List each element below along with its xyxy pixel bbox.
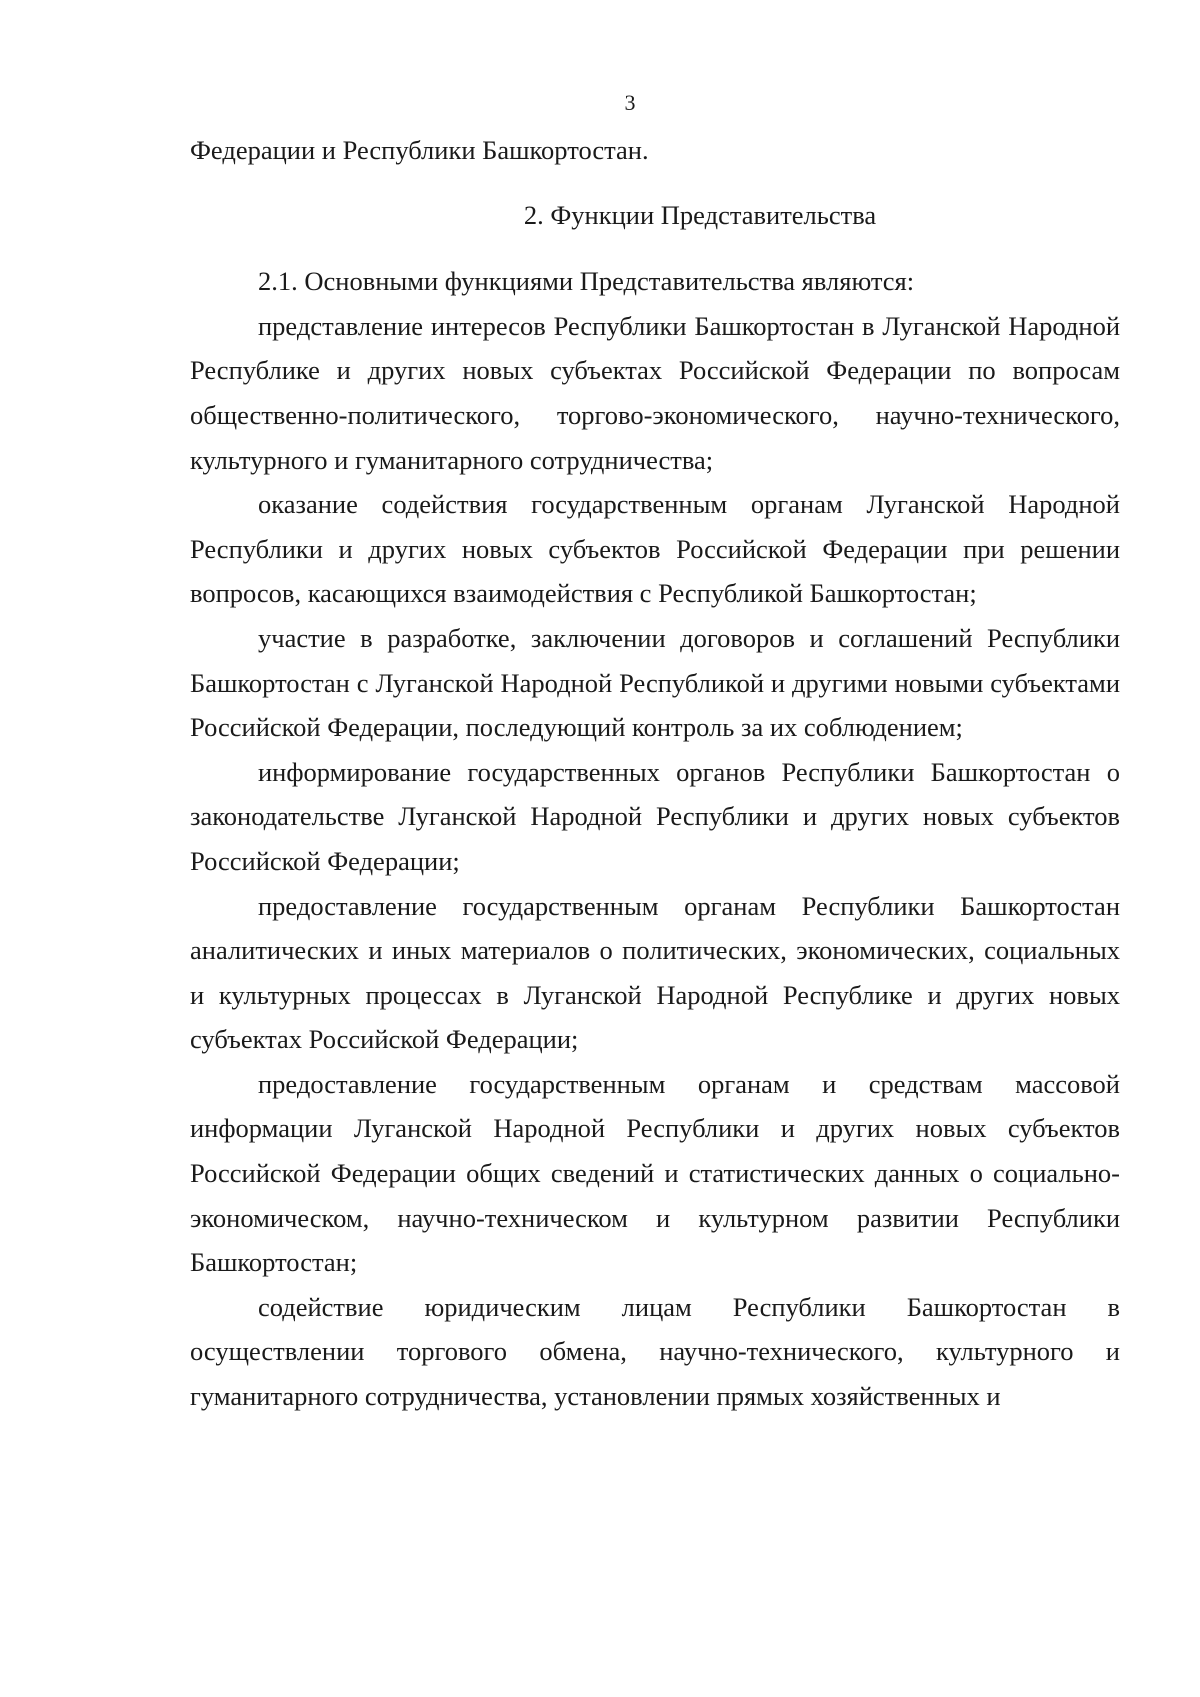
- page-number: 3: [624, 90, 636, 115]
- function-paragraph: участие в разработке, заключении договоров и соглашений Республики Башкортостан с Луганской Народной Республикой и другими новыми субъектами Российской Федерации, последующий контроль за их соблюдением;: [190, 622, 1120, 743]
- section-heading: 2. Функции Представительства: [523, 199, 877, 230]
- clause-intro: 2.1. Основными функциями Представительства являются:: [258, 266, 915, 297]
- function-paragraph: предоставление государственным органам Республики Башкортостан аналитических и иных материалов о политических, экономических, социальных и культурных процессах в Луганской Народной Республике и других новых субъектах Российской Федерации;: [190, 890, 1120, 1055]
- function-paragraph: представление интересов Республики Башкортостан в Луганской Народной Республике и других новых субъектах Российской Федерации по вопросам общественно-политического, торгово-экономического, научно-технического, культурного и гуманитарного сотрудничества;: [190, 310, 1120, 475]
- function-paragraph: предоставление государственным органам и средствам массовой информации Луганской Народной Республики и других новых субъектов Российской Федерации общих сведений и статистических данных о социально-экономическом, научно-техническом и культурном развитии Республики Башкортостан;: [190, 1068, 1120, 1278]
- continuation-text: Федерации и Республики Башкортостан.: [190, 135, 649, 165]
- document-body: [190, 128, 1120, 1419]
- function-paragraph: содействие юридическим лицам Республики Башкортостан в осуществлении торгового обмена, научно-технического, культурного и гуманитарного сотрудничества, установлении прямых хозяйственных и: [190, 1291, 1120, 1412]
- function-paragraph: оказание содействия государственным органам Луганской Народной Республики и других новых субъектов Российской Федерации при решении вопросов, касающихся взаимодействия с Республикой Башкортостан;: [190, 489, 1120, 609]
- function-paragraph: информирование государственных органов Республики Башкортостан о законодательстве Луганской Народной Республики и других новых субъектов Российской Федерации;: [190, 756, 1120, 876]
